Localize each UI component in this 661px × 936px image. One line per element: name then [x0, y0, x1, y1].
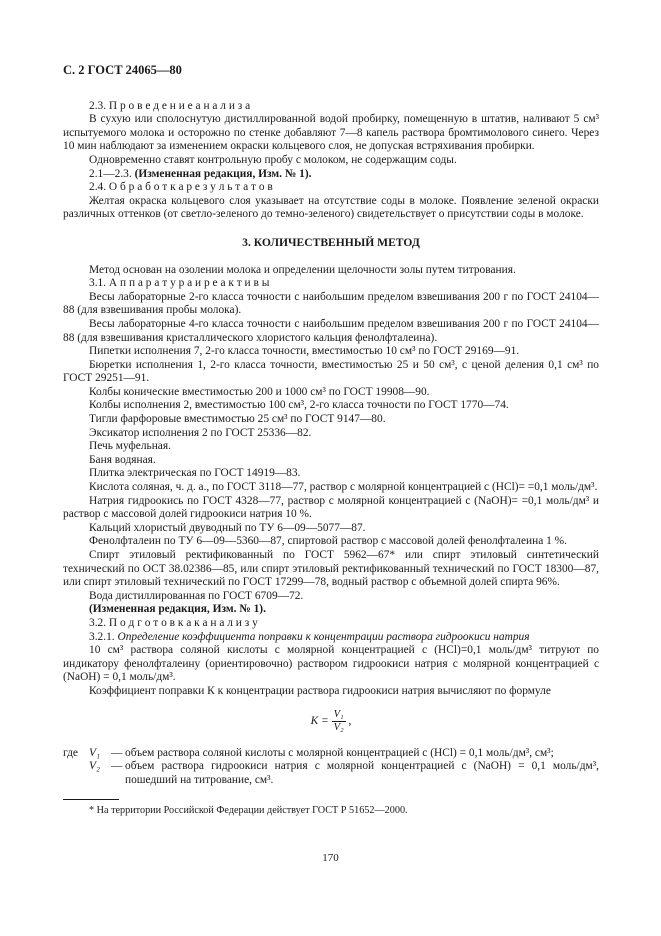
formula-lhs: K =: [310, 714, 329, 727]
page-number: 170: [322, 852, 339, 864]
formula-fraction: [332, 709, 346, 734]
legend-dash: —: [111, 746, 123, 759]
legend-symbol: V₂: [89, 760, 100, 773]
list-item: Баня водяная.: [89, 453, 156, 466]
section-2-3-body: В сухую или сполоснутую дистиллированной водой пробирку, помещенную в штатив, наливают 5 см³ испытуемого молока и осторожно по стенке добавляют 7—8 капель раствора бромтимолового синего. Через 10 мин наблюдают за изменением окраски кольцевого слоя, не допуская встряхивания пробирки.: [63, 113, 599, 153]
list-item: Спирт этиловый ректификованный по ГОСТ 5962—67* или спирт этиловый синтетический технический по ОСТ 38.02386—85, или спирт этиловый ректификованный технический по ГОСТ 18300—87, или спирт этиловый технический по ГОСТ 17299—78, водный раствор с объемной долей спирта 96%.: [63, 549, 599, 589]
list-item: Колбы конические вместимостью 200 и 1000 см³ по ГОСТ 19908—90.: [89, 385, 430, 398]
edit-ref: 2.1—2.3.: [89, 167, 135, 180]
list-item: Печь муфельная.: [89, 440, 171, 453]
section-2-4-body: Желтая окраска кольцевого слоя указывает на отсутствие соды в молоке. Появление зеленой окраски различных оттенков (от светло-зеленого до темно-зеленого) свидетельствует о присутствии соды в молоке.: [63, 194, 599, 221]
list-item: Плитка электрическая по ГОСТ 14919—83.: [89, 467, 301, 480]
legend-text: объем раствора соляной кислоты с молярной концентрацией с (HCl) = 0,1 моль/дм³, см³;: [125, 746, 554, 759]
legend-prefix: где: [63, 746, 78, 759]
list-item: Эксикатор исполнения 2 по ГОСТ 25336—82.: [89, 426, 312, 439]
section-3-intro: Метод основан на озолении молока и определении щелочности золы путем титрования.: [89, 263, 516, 276]
section-3-2-1-title: [63, 631, 599, 645]
edit-label: (Измененная редакция, Изм. № 1).: [134, 167, 312, 180]
equipment-list: [63, 291, 599, 604]
list-item: Вода дистиллированная по ГОСТ 6709—72.: [89, 589, 304, 602]
list-item: Колбы исполнения 2, вместимостью 100 см³, 2-го класса точности по ГОСТ 1770—74.: [89, 399, 509, 412]
formula-tail: ,: [348, 714, 352, 727]
section-3-2-1-body: 10 см³ раствора соляной кислоты с молярной концентрацией с (HCl)=0,1 моль/дм³ титруют по индикатору фенолфталеину (ориентировочно) раствором гидроокиси натрия с молярной концентрацией с (NaOH) = 0,1 моль/дм³.: [63, 644, 599, 684]
legend-symbol: V₁: [89, 746, 100, 759]
legend-prefix: [63, 760, 89, 787]
section-2-3-title: 2.3. П р о в е д е н и е а н а л и з а: [89, 99, 251, 112]
footnote: * На территории Российской Федерации действует ГОСТ Р 51652—2000.: [89, 805, 408, 817]
section-3-heading: 3. КОЛИЧЕСТВЕННЫЙ МЕТОД: [242, 235, 420, 249]
edit-note-2-1: [63, 168, 599, 182]
edit-note-3-1: [63, 603, 599, 617]
legend-dash: —: [111, 760, 123, 773]
control-sample-note: Одновременно ставят контрольную пробу с молоком, не содержащим соды.: [89, 153, 457, 166]
list-item: Кальций хлористый двуводный по ТУ 6—09—5077—87.: [89, 521, 366, 534]
footnote-divider: [63, 799, 119, 800]
list-item: Натрия гидроокись по ГОСТ 4328—77, раствор с молярной концентрацией с (NaOH)= =0,1 моль/дм³ и раствор с массовой долей гидроокиси натрия 10 %.: [63, 494, 599, 521]
coefficient-intro: Коэффициент поправки К к концентрации раствора гидроокиси натрия вычисляют по формуле: [89, 684, 551, 697]
clause-number: 3.2.1.: [89, 630, 118, 643]
formula-numerator: V₁: [333, 708, 344, 720]
clause-title: Определение коэффициента поправки к концентрации раствора гидроокиси натрия: [117, 630, 530, 643]
edit-label: (Измененная редакция, Изм. № 1).: [89, 603, 266, 616]
section-2-4-title: 2.4. О б р а б о т к а р е з у л ь т а т о в: [89, 181, 273, 194]
list-item: Весы лабораторные 2-го класса точности с наибольшим пределом взвешивания 200 г по ГОСТ 24104—88 (для взвешивания пробы молока).: [63, 290, 599, 317]
formula-legend: [63, 747, 599, 788]
list-item: Бюретки исполнения 1, 2-го класса точности, вместимостью 25 и 50 см³, с ценой деления 0,1 см³ по ГОСТ 29251—91.: [63, 358, 599, 385]
section-3-2-title: 3.2. П о д г о т о в к а к а н а л и з у: [89, 616, 258, 629]
legend-text: объем раствора гидроокиси натрия с молярной концентрацией с (NaOH) = 0,1 моль/дм³, пошедший на титрование, см³.: [125, 760, 599, 786]
list-item: Весы лабораторные 4-го класса точности с наибольшим пределом взвешивания 200 г по ГОСТ 24104—88 (для взвешивания кристаллического хлористого кальция фенолфталеина).: [63, 317, 599, 344]
legend-row: [63, 760, 599, 787]
list-item: Пипетки исполнения 7, 2-го класса точности, вместимостью 10 см³ по ГОСТ 29169—91.: [89, 345, 520, 358]
legend-row: [63, 747, 599, 761]
section-3-1-title: 3.1. А п п а р а т у р а и р е а к т и в ы: [89, 277, 270, 290]
list-item: Тигли фарфоровые вместимостью 25 см³ по ГОСТ 9147—80.: [89, 413, 386, 426]
formula-k: [63, 709, 599, 739]
list-item: Фенолфталеин по ТУ 6—09—5360—87, спиртовой раствор с массовой долей фенолфталеина 1 %.: [89, 535, 568, 548]
formula-denominator: V₂: [333, 721, 344, 733]
document-page: [63, 64, 599, 818]
list-item: Кислота соляная, ч. д. а., по ГОСТ 3118—77, раствор с молярной концентрацией с (HCl)= =0,1 моль/дм³.: [89, 481, 598, 494]
running-header: С. 2 ГОСТ 24065—80: [63, 63, 182, 77]
